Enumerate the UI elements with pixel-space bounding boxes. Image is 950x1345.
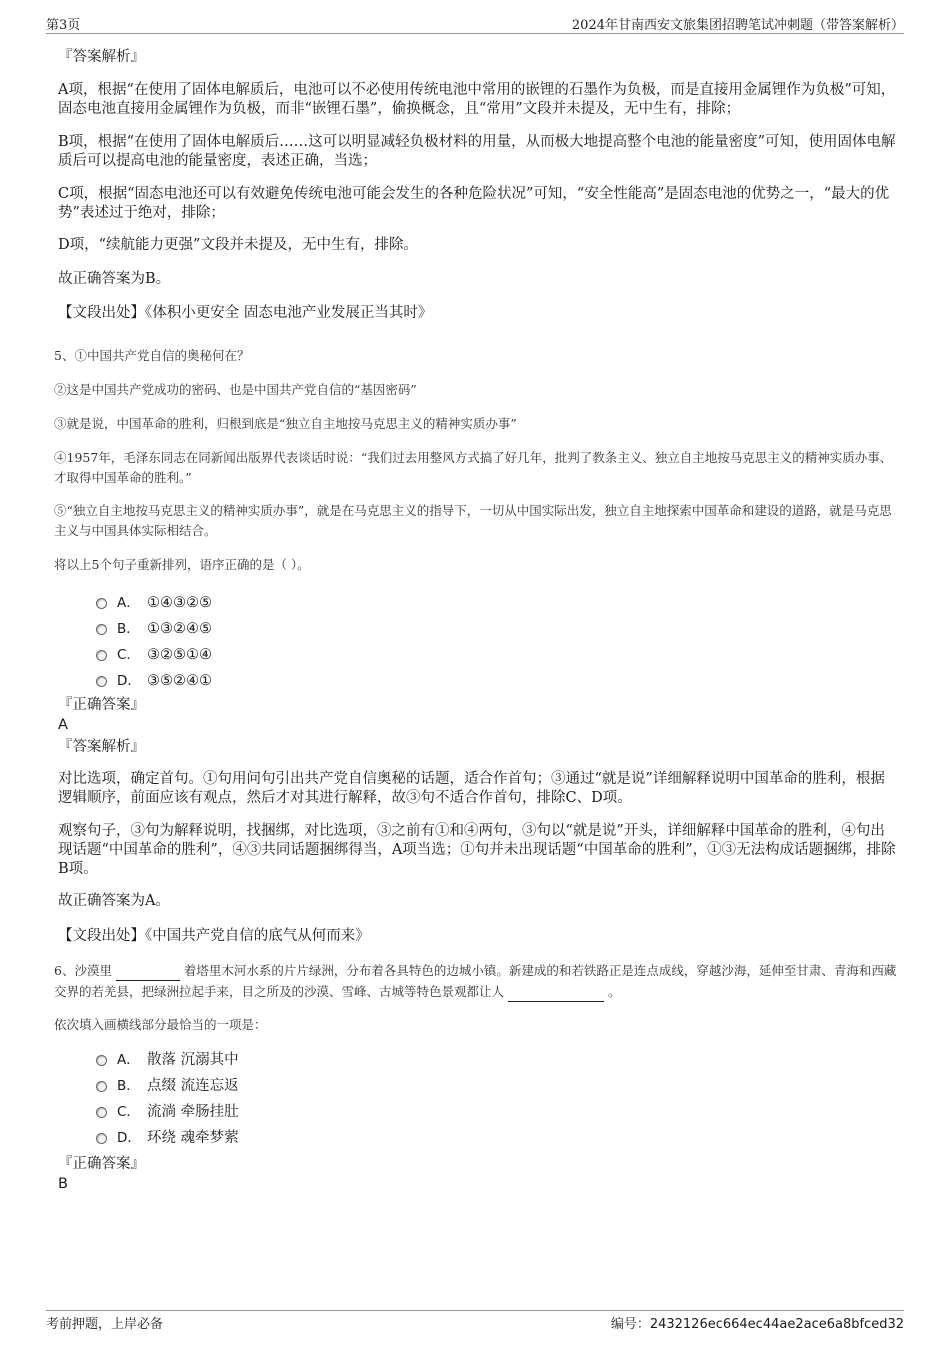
- radio-button-icon[interactable]: [96, 598, 107, 609]
- header-divider: [46, 33, 904, 34]
- option-text: ①④③②⑤: [147, 595, 212, 611]
- radio-button-icon[interactable]: [96, 1055, 107, 1066]
- footer-slogan: 考前押题，上岸必备: [46, 1317, 164, 1332]
- q4-analysis-b: B项，根据“在使用了固体电解质后……这可以明显减轻负极材料的用量，从而极大地提高整个电池的能量密度”可知，使用固体电解质后可以提高电池的能量密度，表述正确，当选；: [58, 134, 896, 169]
- q4-analysis-label: 『答案解析』: [58, 49, 145, 65]
- q4-analysis-d: D项，“续航能力更强”文段并未提及，无中生有，排除。: [58, 237, 418, 253]
- option-text: ③②⑤①④: [147, 647, 212, 663]
- q5-sentence-3: ③就是说，中国革命的胜利，归根到底是“独立自主地按马克思主义的精神实质办事”: [54, 416, 517, 431]
- option-text: ①③②④⑤: [147, 621, 212, 637]
- option-text: ③⑤②④①: [147, 673, 212, 689]
- q5-sentence-2: ②这是中国共产党成功的密码、也是中国共产党自信的“基因密码”: [54, 382, 417, 397]
- q5-analysis-1: 对比选项，确定首句。①句用问句引出共产党自信奥秘的话题，适合作首句；③通过“就是说”详细解释说明中国革命的胜利，根据逻辑顺序，前面应该有观点，然后才对其进行解释，故③句不适合作首句，排除C、D项。: [58, 771, 885, 806]
- q6-stem: [54, 960, 900, 1002]
- option-letter: B．: [117, 621, 140, 637]
- q5-option-a[interactable]: [96, 590, 212, 616]
- option-letter: A．: [117, 595, 140, 611]
- option-letter: C．: [117, 647, 140, 663]
- document-title: 2024年甘南西安文旅集团招聘笔试冲刺题（带答案解析）: [571, 18, 904, 33]
- option-letter: D．: [117, 673, 141, 689]
- option-text: 环绕 魂牵梦萦: [147, 1130, 239, 1146]
- option-letter: C．: [117, 1104, 140, 1120]
- q5-prompt: 将以上5个句子重新排列，语序正确的是（ ）。: [54, 557, 310, 572]
- q6-options: [96, 1047, 239, 1151]
- q5-option-d[interactable]: [96, 668, 212, 694]
- radio-button-icon[interactable]: [96, 650, 107, 661]
- q5-option-b[interactable]: [96, 616, 212, 642]
- q6-answer-label: 『正确答案』: [58, 1156, 145, 1172]
- q6-stem-part-3: 。: [607, 984, 621, 999]
- q4-conclusion: 故正确答案为B。: [58, 271, 171, 287]
- q4-source: 【文段出处】《体积小更安全 固态电池产业发展正当其时》: [58, 305, 433, 321]
- q6-option-b[interactable]: [96, 1073, 239, 1099]
- q5-options: [96, 590, 212, 694]
- q6-stem-part-2: 着塔里木河水系的片片绿洲，分布着各具特色的边城小镇。新建成的和若铁路正是连点成线，穿越沙海，延伸至甘肃、青海和西藏交界的若羌县，把绿洲拉起手来，目之所及的沙漠、雪峰、古城等特色景观都让人: [54, 963, 897, 999]
- radio-button-icon[interactable]: [96, 1081, 107, 1092]
- q5-conclusion: 故正确答案为A。: [58, 893, 170, 909]
- q6-blank-2: [508, 981, 604, 1002]
- q5-sentence-5: ⑤“独立自主地按马克思主义的精神实质办事”，就是在马克思主义的指导下，一切从中国实际出发，独立自主地探索中国革命和建设的道路，就是马克思主义与中国具体实际相结合。: [54, 503, 892, 538]
- q5-sentence-1: 5、①中国共产党自信的奥秘何在？: [54, 348, 250, 363]
- q5-source: 【文段出处】《中国共产党自信的底气从何而来》: [58, 928, 370, 944]
- q6-blank-1: [116, 960, 180, 981]
- q4-analysis-a: A项，根据“在使用了固体电解质后，电池可以不必使用传统电池中常用的嵌锂的石墨作为负极，而是直接用金属锂作为负极”可知，固态电池直接用金属锂作为负极，而非“嵌锂石墨”，偷换概念，且“常用”文段并未提及，无中生有，排除；: [58, 82, 896, 117]
- q5-answer-label: 『正确答案』: [58, 697, 145, 713]
- footer-code-value: 2432126ec664ec44ae2ace6a8bfced32: [649, 1317, 904, 1332]
- q6-stem-part-1: 6、沙漠里: [54, 963, 112, 978]
- radio-button-icon[interactable]: [96, 1107, 107, 1118]
- page-number: 第3页: [46, 18, 81, 33]
- radio-button-icon[interactable]: [96, 624, 107, 635]
- option-text: 点缀 流连忘返: [147, 1078, 239, 1094]
- q6-option-d[interactable]: [96, 1125, 239, 1151]
- q4-analysis-c: C项，根据“固态电池还可以有效避免传统电池可能会发生的各种危险状况”可知，“安全性能高”是固态电池的优势之一，“最大的优势”表述过于绝对，排除；: [58, 186, 890, 221]
- radio-button-icon[interactable]: [96, 1133, 107, 1144]
- q5-analysis-2: 观察句子，③句为解释说明，找捆绑，对比选项，③之前有①和④两句，③句以“就是说”开头，详细解释中国革命的胜利，④句出现话题“中国革命的胜利”，④③共同话题捆绑得当，A项当选；①句并未出现话题“中国革命的胜利”，①③无法构成话题捆绑，排除B项。: [58, 823, 896, 877]
- q6-option-c[interactable]: [96, 1099, 239, 1125]
- q5-option-c[interactable]: [96, 642, 212, 668]
- footer-code: [611, 1313, 904, 1332]
- option-letter: D．: [117, 1130, 141, 1146]
- footer-divider: [46, 1310, 904, 1311]
- option-text: 散落 沉溺其中: [147, 1052, 239, 1068]
- option-letter: A．: [117, 1052, 140, 1068]
- footer-code-label: 编号：: [610, 1317, 650, 1332]
- q6-option-a[interactable]: [96, 1047, 239, 1073]
- q6-answer: B: [58, 1176, 68, 1192]
- q5-sentence-4: ④1957年，毛泽东同志在同新闻出版界代表谈话时说：“我们过去用整风方式搞了好几年，批判了教条主义、独立自主地按马克思主义的精神实质办事、才取得中国革命的胜利。”: [54, 450, 893, 485]
- option-text: 流淌 牵肠挂肚: [147, 1104, 239, 1120]
- option-letter: B．: [117, 1078, 140, 1094]
- q5-analysis-label: 『答案解析』: [58, 739, 145, 755]
- radio-button-icon[interactable]: [96, 676, 107, 687]
- q6-prompt: 依次填入画横线部分最恰当的一项是：: [54, 1017, 267, 1032]
- q5-answer: A: [58, 717, 68, 733]
